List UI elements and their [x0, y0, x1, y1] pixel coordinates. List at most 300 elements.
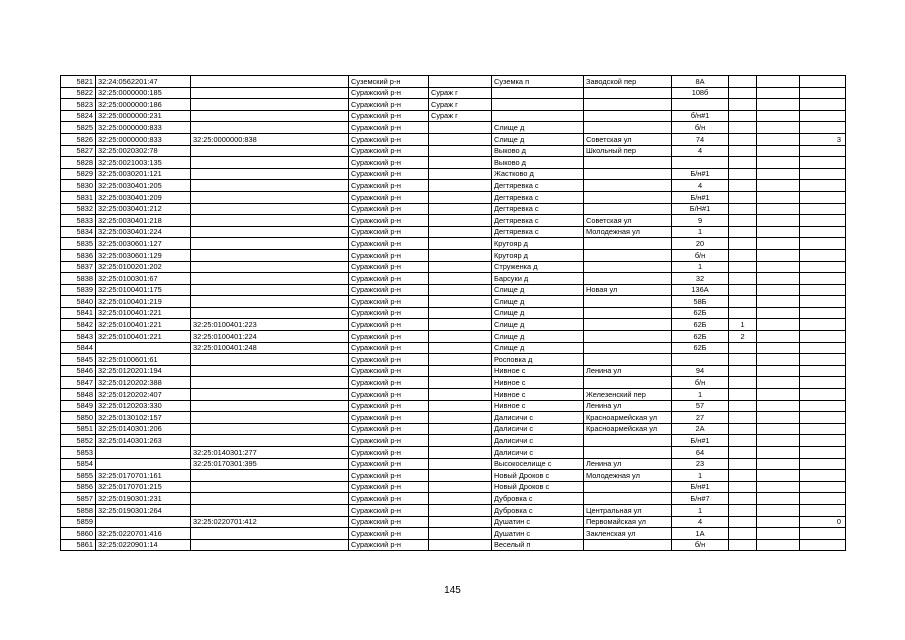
- district-cell: Суражский р-н: [349, 261, 429, 273]
- cadastral-number-cell: 32:25:0030401:218: [96, 215, 191, 227]
- apartment-number-cell: [757, 447, 800, 459]
- parent-cadastral-number-cell: [191, 389, 349, 401]
- settlement-cell: Барсуки д: [492, 273, 584, 285]
- district-cell: Суражский р-н: [349, 110, 429, 122]
- house-number-cell: 8А: [672, 76, 729, 88]
- table-row: [61, 226, 846, 238]
- settlement-cell: Струженка д: [492, 261, 584, 273]
- district-cell: Суражский р-н: [349, 516, 429, 528]
- building-number-cell: [729, 87, 757, 99]
- cadastral-number-cell: 32:25:0140301:206: [96, 423, 191, 435]
- building-number-cell: [729, 191, 757, 203]
- house-number-cell: 27: [672, 412, 729, 424]
- apartment-number-cell: [757, 168, 800, 180]
- city-cell: [429, 354, 492, 366]
- city-cell: [429, 249, 492, 261]
- table-row: [61, 180, 846, 192]
- cadastral-number-cell: 32:25:0030401:205: [96, 180, 191, 192]
- extra-value-cell: [800, 458, 846, 470]
- parent-cadastral-number-cell: 32:25:0220701:412: [191, 516, 349, 528]
- building-number-cell: 1: [729, 319, 757, 331]
- extra-value-cell: [800, 365, 846, 377]
- row-number-cell: 5852: [61, 435, 96, 447]
- parent-cadastral-number-cell: [191, 354, 349, 366]
- table-row: [61, 157, 846, 169]
- apartment-number-cell: [757, 226, 800, 238]
- row-number-cell: 5860: [61, 528, 96, 540]
- street-cell: [584, 354, 672, 366]
- cadastral-number-cell: 32:25:0100401:219: [96, 296, 191, 308]
- city-cell: [429, 365, 492, 377]
- table-row: [61, 122, 846, 134]
- street-cell: [584, 110, 672, 122]
- table-row: [61, 307, 846, 319]
- settlement-cell: Душатин с: [492, 516, 584, 528]
- cadastral-number-cell: 32:25:0030201:121: [96, 168, 191, 180]
- parent-cadastral-number-cell: [191, 365, 349, 377]
- table-row: [61, 423, 846, 435]
- building-number-cell: [729, 249, 757, 261]
- apartment-number-cell: [757, 157, 800, 169]
- table-row: [61, 354, 846, 366]
- house-number-cell: 1: [672, 261, 729, 273]
- table-row: [61, 145, 846, 157]
- city-cell: [429, 307, 492, 319]
- table-row: [61, 365, 846, 377]
- district-cell: Суражский р-н: [349, 528, 429, 540]
- district-cell: Суражский р-н: [349, 458, 429, 470]
- house-number-cell: 20: [672, 238, 729, 250]
- extra-value-cell: [800, 331, 846, 343]
- house-number-cell: Б/Н#1: [672, 203, 729, 215]
- table-row: [61, 539, 846, 551]
- house-number-cell: 64: [672, 447, 729, 459]
- street-cell: [584, 191, 672, 203]
- apartment-number-cell: [757, 423, 800, 435]
- district-cell: Суражский р-н: [349, 365, 429, 377]
- parent-cadastral-number-cell: [191, 481, 349, 493]
- city-cell: [429, 191, 492, 203]
- district-cell: Суражский р-н: [349, 447, 429, 459]
- city-cell: [429, 273, 492, 285]
- parent-cadastral-number-cell: 32:25:0170301:395: [191, 458, 349, 470]
- street-cell: [584, 342, 672, 354]
- settlement-cell: Новый Дроков с: [492, 470, 584, 482]
- row-number-cell: 5839: [61, 284, 96, 296]
- cadastral-number-cell: 32:25:0100401:221: [96, 331, 191, 343]
- district-cell: Суражский р-н: [349, 307, 429, 319]
- building-number-cell: [729, 307, 757, 319]
- row-number-cell: 5830: [61, 180, 96, 192]
- district-cell: Суражский р-н: [349, 99, 429, 111]
- street-cell: [584, 99, 672, 111]
- parent-cadastral-number-cell: [191, 203, 349, 215]
- settlement-cell: Веселый п: [492, 539, 584, 551]
- street-cell: [584, 122, 672, 134]
- district-cell: Суражский р-н: [349, 145, 429, 157]
- house-number-cell: Б/н#1: [672, 481, 729, 493]
- table-row: [61, 400, 846, 412]
- extra-value-cell: [800, 226, 846, 238]
- table-row: [61, 133, 846, 145]
- building-number-cell: [729, 203, 757, 215]
- apartment-number-cell: [757, 528, 800, 540]
- city-cell: [429, 180, 492, 192]
- district-cell: Суражский р-н: [349, 354, 429, 366]
- settlement-cell: Далисичи с: [492, 423, 584, 435]
- building-number-cell: [729, 168, 757, 180]
- district-cell: Суражский р-н: [349, 412, 429, 424]
- row-number-cell: 5826: [61, 133, 96, 145]
- apartment-number-cell: [757, 145, 800, 157]
- row-number-cell: 5843: [61, 331, 96, 343]
- cadastral-number-cell: 32:25:0000000:186: [96, 99, 191, 111]
- extra-value-cell: [800, 493, 846, 505]
- building-number-cell: [729, 296, 757, 308]
- apartment-number-cell: [757, 249, 800, 261]
- district-cell: Суражский р-н: [349, 284, 429, 296]
- settlement-cell: Дегтяревка с: [492, 215, 584, 227]
- street-cell: Первомайская ул: [584, 516, 672, 528]
- apartment-number-cell: [757, 493, 800, 505]
- building-number-cell: [729, 400, 757, 412]
- city-cell: [429, 493, 492, 505]
- settlement-cell: Слище д: [492, 331, 584, 343]
- district-cell: Суражский р-н: [349, 203, 429, 215]
- parent-cadastral-number-cell: [191, 76, 349, 88]
- parent-cadastral-number-cell: [191, 504, 349, 516]
- street-cell: [584, 203, 672, 215]
- district-cell: Суражский р-н: [349, 215, 429, 227]
- district-cell: Суражский р-н: [349, 319, 429, 331]
- row-number-cell: 5834: [61, 226, 96, 238]
- parent-cadastral-number-cell: [191, 273, 349, 285]
- table-row: [61, 273, 846, 285]
- district-cell: Суражский р-н: [349, 423, 429, 435]
- city-cell: [429, 226, 492, 238]
- city-cell: [429, 296, 492, 308]
- table-row: [61, 377, 846, 389]
- street-cell: Ленина ул: [584, 365, 672, 377]
- apartment-number-cell: [757, 389, 800, 401]
- cadastral-number-cell: 32:25:0100401:221: [96, 319, 191, 331]
- building-number-cell: [729, 133, 757, 145]
- district-cell: Суражский р-н: [349, 273, 429, 285]
- building-number-cell: [729, 342, 757, 354]
- city-cell: [429, 342, 492, 354]
- street-cell: [584, 447, 672, 459]
- extra-value-cell: [800, 76, 846, 88]
- building-number-cell: [729, 458, 757, 470]
- table-row: [61, 215, 846, 227]
- city-cell: Сураж г: [429, 99, 492, 111]
- extra-value-cell: [800, 191, 846, 203]
- parent-cadastral-number-cell: [191, 122, 349, 134]
- table-row: [61, 412, 846, 424]
- building-number-cell: [729, 528, 757, 540]
- property-table: [60, 75, 846, 551]
- table-row: [61, 87, 846, 99]
- settlement-cell: Дубровка с: [492, 504, 584, 516]
- settlement-cell: Слище д: [492, 133, 584, 145]
- row-number-cell: 5821: [61, 76, 96, 88]
- settlement-cell: Далисичи с: [492, 412, 584, 424]
- settlement-cell: [492, 110, 584, 122]
- extra-value-cell: [800, 145, 846, 157]
- house-number-cell: 9: [672, 215, 729, 227]
- building-number-cell: [729, 226, 757, 238]
- apartment-number-cell: [757, 99, 800, 111]
- house-number-cell: 1А: [672, 528, 729, 540]
- settlement-cell: Крутояр д: [492, 249, 584, 261]
- city-cell: [429, 528, 492, 540]
- district-cell: Суражский р-н: [349, 191, 429, 203]
- settlement-cell: Далисичи с: [492, 447, 584, 459]
- apartment-number-cell: [757, 203, 800, 215]
- table-row: [61, 168, 846, 180]
- cadastral-number-cell: 32:25:0120202:407: [96, 389, 191, 401]
- row-number-cell: 5857: [61, 493, 96, 505]
- city-cell: [429, 133, 492, 145]
- cadastral-number-cell: 32:25:0030601:127: [96, 238, 191, 250]
- extra-value-cell: [800, 319, 846, 331]
- apartment-number-cell: [757, 307, 800, 319]
- district-cell: Суражский р-н: [349, 180, 429, 192]
- district-cell: Суражский р-н: [349, 389, 429, 401]
- settlement-cell: Нивное с: [492, 377, 584, 389]
- house-number-cell: 1: [672, 470, 729, 482]
- parent-cadastral-number-cell: [191, 539, 349, 551]
- extra-value-cell: [800, 354, 846, 366]
- row-number-cell: 5861: [61, 539, 96, 551]
- extra-value-cell: [800, 504, 846, 516]
- table-row: [61, 238, 846, 250]
- building-number-cell: [729, 389, 757, 401]
- street-cell: [584, 377, 672, 389]
- street-cell: [584, 331, 672, 343]
- house-number-cell: 74: [672, 133, 729, 145]
- extra-value-cell: [800, 249, 846, 261]
- house-number-cell: [672, 157, 729, 169]
- cadastral-number-cell: 32:25:0140301:263: [96, 435, 191, 447]
- street-cell: [584, 261, 672, 273]
- house-number-cell: б/н#1: [672, 110, 729, 122]
- street-cell: Школьный пер: [584, 145, 672, 157]
- apartment-number-cell: [757, 342, 800, 354]
- building-number-cell: [729, 447, 757, 459]
- settlement-cell: Дубровка с: [492, 493, 584, 505]
- parent-cadastral-number-cell: [191, 191, 349, 203]
- building-number-cell: [729, 423, 757, 435]
- parent-cadastral-number-cell: [191, 157, 349, 169]
- building-number-cell: [729, 261, 757, 273]
- house-number-cell: 62Б: [672, 307, 729, 319]
- cadastral-number-cell: 32:25:0000000:231: [96, 110, 191, 122]
- district-cell: Суражский р-н: [349, 435, 429, 447]
- street-cell: Закленская ул: [584, 528, 672, 540]
- city-cell: [429, 168, 492, 180]
- parent-cadastral-number-cell: [191, 423, 349, 435]
- extra-value-cell: [800, 203, 846, 215]
- parent-cadastral-number-cell: [191, 215, 349, 227]
- extra-value-cell: [800, 215, 846, 227]
- house-number-cell: 94: [672, 365, 729, 377]
- district-cell: Суражский р-н: [349, 296, 429, 308]
- house-number-cell: [672, 99, 729, 111]
- district-cell: Суражский р-н: [349, 539, 429, 551]
- cadastral-number-cell: 32:25:0190301:264: [96, 504, 191, 516]
- building-number-cell: [729, 145, 757, 157]
- house-number-cell: 57: [672, 400, 729, 412]
- apartment-number-cell: [757, 470, 800, 482]
- building-number-cell: [729, 377, 757, 389]
- house-number-cell: 32: [672, 273, 729, 285]
- row-number-cell: 5858: [61, 504, 96, 516]
- street-cell: Центральная ул: [584, 504, 672, 516]
- city-cell: [429, 377, 492, 389]
- parent-cadastral-number-cell: [191, 412, 349, 424]
- parent-cadastral-number-cell: [191, 99, 349, 111]
- parent-cadastral-number-cell: [191, 180, 349, 192]
- table-row: [61, 331, 846, 343]
- extra-value-cell: [800, 412, 846, 424]
- parent-cadastral-number-cell: [191, 87, 349, 99]
- city-cell: [429, 203, 492, 215]
- settlement-cell: [492, 87, 584, 99]
- apartment-number-cell: [757, 133, 800, 145]
- cadastral-number-cell: 32:25:0030401:209: [96, 191, 191, 203]
- apartment-number-cell: [757, 76, 800, 88]
- extra-value-cell: [800, 539, 846, 551]
- parent-cadastral-number-cell: [191, 110, 349, 122]
- street-cell: Советская ул: [584, 133, 672, 145]
- house-number-cell: 4: [672, 516, 729, 528]
- parent-cadastral-number-cell: [191, 238, 349, 250]
- street-cell: Красноармейская ул: [584, 423, 672, 435]
- house-number-cell: б/н: [672, 122, 729, 134]
- street-cell: [584, 435, 672, 447]
- cadastral-number-cell: 32:25:0120203:330: [96, 400, 191, 412]
- row-number-cell: 5859: [61, 516, 96, 528]
- extra-value-cell: [800, 470, 846, 482]
- building-number-cell: [729, 110, 757, 122]
- apartment-number-cell: [757, 481, 800, 493]
- street-cell: Железенский пер: [584, 389, 672, 401]
- settlement-cell: Нивное с: [492, 400, 584, 412]
- house-number-cell: Б/н#7: [672, 493, 729, 505]
- city-cell: [429, 412, 492, 424]
- row-number-cell: 5833: [61, 215, 96, 227]
- building-number-cell: [729, 470, 757, 482]
- city-cell: [429, 435, 492, 447]
- street-cell: [584, 87, 672, 99]
- row-number-cell: 5823: [61, 99, 96, 111]
- table-row: [61, 493, 846, 505]
- city-cell: [429, 284, 492, 296]
- street-cell: [584, 319, 672, 331]
- apartment-number-cell: [757, 365, 800, 377]
- settlement-cell: Слище д: [492, 122, 584, 134]
- district-cell: Суражский р-н: [349, 504, 429, 516]
- building-number-cell: [729, 122, 757, 134]
- row-number-cell: 5841: [61, 307, 96, 319]
- table-row: [61, 203, 846, 215]
- settlement-cell: Дегтяревка с: [492, 226, 584, 238]
- row-number-cell: 5856: [61, 481, 96, 493]
- parent-cadastral-number-cell: [191, 493, 349, 505]
- building-number-cell: [729, 504, 757, 516]
- settlement-cell: Жастково д: [492, 168, 584, 180]
- row-number-cell: 5846: [61, 365, 96, 377]
- district-cell: Суражский р-н: [349, 493, 429, 505]
- cadastral-number-cell: 32:25:0100601:61: [96, 354, 191, 366]
- house-number-cell: Б/н#1: [672, 168, 729, 180]
- house-number-cell: Б/н#1: [672, 191, 729, 203]
- house-number-cell: 136А: [672, 284, 729, 296]
- table-row: [61, 470, 846, 482]
- city-cell: [429, 76, 492, 88]
- extra-value-cell: [800, 389, 846, 401]
- cadastral-number-cell: 32:25:0190301:231: [96, 493, 191, 505]
- street-cell: [584, 273, 672, 285]
- extra-value-cell: [800, 110, 846, 122]
- district-cell: Суражский р-н: [349, 400, 429, 412]
- extra-value-cell: [800, 87, 846, 99]
- extra-value-cell: [800, 284, 846, 296]
- city-cell: Сураж г: [429, 87, 492, 99]
- building-number-cell: [729, 365, 757, 377]
- building-number-cell: [729, 215, 757, 227]
- building-number-cell: [729, 284, 757, 296]
- parent-cadastral-number-cell: [191, 249, 349, 261]
- row-number-cell: 5829: [61, 168, 96, 180]
- extra-value-cell: [800, 99, 846, 111]
- extra-value-cell: [800, 400, 846, 412]
- settlement-cell: Слище д: [492, 284, 584, 296]
- house-number-cell: [672, 354, 729, 366]
- cadastral-number-cell: 32:25:0120202:388: [96, 377, 191, 389]
- parent-cadastral-number-cell: [191, 284, 349, 296]
- apartment-number-cell: [757, 284, 800, 296]
- parent-cadastral-number-cell: [191, 528, 349, 540]
- district-cell: Суражский р-н: [349, 377, 429, 389]
- cadastral-number-cell: 32:25:0030601:129: [96, 249, 191, 261]
- cadastral-number-cell: 32:25:0220701:416: [96, 528, 191, 540]
- house-number-cell: 62Б: [672, 319, 729, 331]
- table-row: [61, 447, 846, 459]
- building-number-cell: [729, 516, 757, 528]
- extra-value-cell: [800, 435, 846, 447]
- cadastral-number-cell: 32:25:0100201:202: [96, 261, 191, 273]
- city-cell: [429, 261, 492, 273]
- parent-cadastral-number-cell: [191, 377, 349, 389]
- cadastral-number-cell: 32:25:0100401:221: [96, 307, 191, 319]
- city-cell: [429, 319, 492, 331]
- street-cell: [584, 493, 672, 505]
- table-row: [61, 504, 846, 516]
- parent-cadastral-number-cell: 32:25:0100401:248: [191, 342, 349, 354]
- apartment-number-cell: [757, 296, 800, 308]
- extra-value-cell: [800, 423, 846, 435]
- building-number-cell: [729, 238, 757, 250]
- extra-value-cell: [800, 481, 846, 493]
- extra-value-cell: [800, 238, 846, 250]
- cadastral-number-cell: 32:25:0000000:833: [96, 133, 191, 145]
- district-cell: Суражский р-н: [349, 481, 429, 493]
- cadastral-number-cell: 32:25:0000000:185: [96, 87, 191, 99]
- table-row: [61, 528, 846, 540]
- street-cell: Новая ул: [584, 284, 672, 296]
